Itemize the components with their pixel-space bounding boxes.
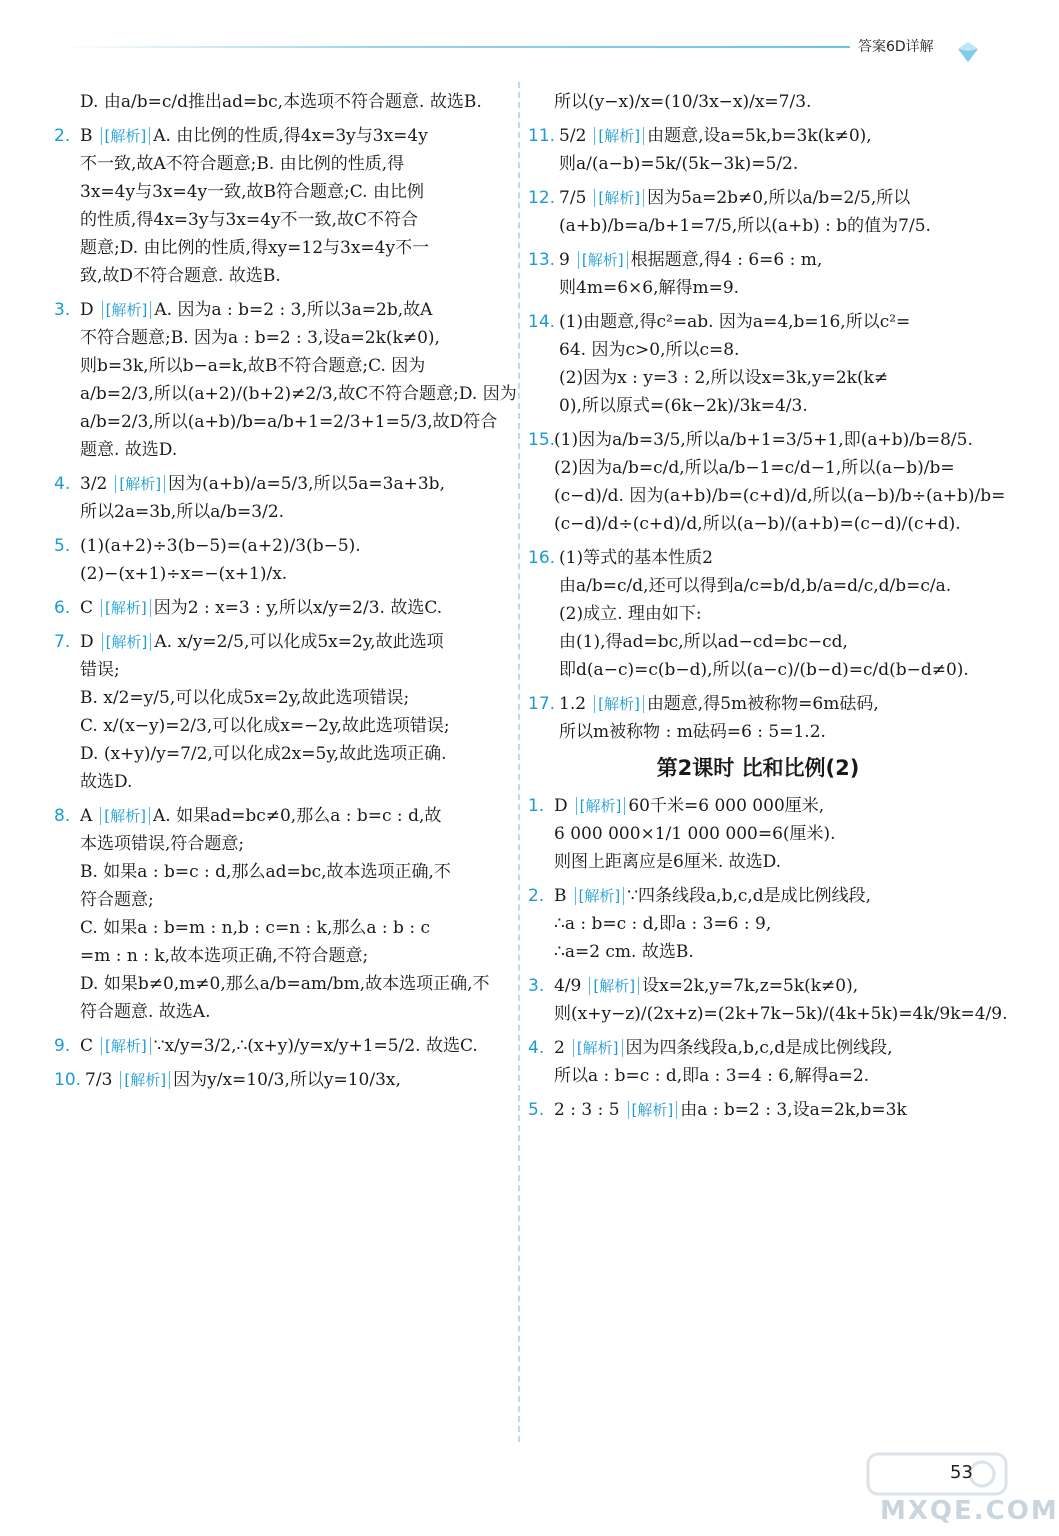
answer-body (80, 532, 510, 588)
answer-item (528, 882, 988, 966)
answer-line: 0),所以原式=(6k−2k)/3k=4/3. (559, 396, 808, 416)
answer-body (554, 972, 1008, 1028)
answer-line: 由a : b=2 : 3,设a=2k,b=3k (680, 1100, 907, 1120)
answer-line: 所以2a=3b,所以a/b=3/2. (80, 502, 285, 522)
answer-line: 64. 因为c>0,所以c=8. (559, 340, 740, 360)
answer-choice: B (80, 126, 93, 146)
answer-line: 6 000 000×1/1 000 000=6(厘米). (554, 824, 836, 844)
answer-line: (2)−(x+1)÷x=−(x+1)/x. (80, 564, 288, 584)
answer-line: (1)(a+2)÷3(b−5)=(a+2)/3(b−5). (80, 536, 361, 556)
answer-line: 3x=4y与3x=4y一致,故B符合题意;C. 由比例 (80, 182, 424, 202)
answer-line: 则a/(a−b)=5k/(5k−3k)=5/2. (559, 154, 799, 174)
answer-body (554, 1034, 988, 1090)
answer-body (80, 470, 510, 526)
answer-item (54, 470, 510, 526)
analysis-tag: [解析] (120, 1071, 170, 1089)
answer-line: 设x=2k,y=7k,z=5k(k≠0), (642, 976, 859, 996)
analysis-tag: [解析] (102, 301, 152, 319)
analysis-tag: [解析] (576, 797, 626, 815)
answer-item (528, 122, 988, 178)
answer-line: 因为四条线段a,b,c,d是成比例线段, (625, 1038, 893, 1058)
answer-item (528, 792, 988, 876)
answer-line: 因为2 : x=3 : y,所以x/y=2/3. 故选C. (153, 598, 443, 618)
analysis-tag: [解析] (628, 1101, 678, 1119)
answer-line: D. 如果b≠0,m≠0,那么a/b=am/bm,故本选项正确,不 (80, 974, 490, 994)
answer-choice: 7/3 (85, 1070, 113, 1090)
answer-item (528, 88, 988, 116)
question-number: 2. (528, 886, 545, 906)
answer-line: (2)成立. 理由如下: (559, 604, 702, 624)
answer-body (554, 426, 1005, 538)
answer-line: D. (x+y)/y=7/2,可以化成2x=5y,故此选项正确. (80, 744, 447, 764)
header-rule (60, 46, 850, 48)
answer-body (80, 122, 510, 290)
answer-line: 因为y/x=10/3,所以y=10/3x, (173, 1070, 401, 1090)
gem-icon (956, 40, 980, 64)
answer-line: D. 由a/b=c/d推出ad=bc,本选项不符合题意. 故选B. (80, 92, 482, 112)
answer-choice: 7/5 (559, 188, 587, 208)
question-number: 14. (528, 312, 556, 332)
answer-choice: 3/2 (80, 474, 108, 494)
answer-item (528, 184, 988, 240)
answer-item (54, 1066, 510, 1094)
answer-line: 由题意,得5m被称物=6m砝码, (646, 694, 879, 714)
answer-choice: 5/2 (559, 126, 587, 146)
answer-line: (1)等式的基本性质2 (559, 548, 713, 568)
answer-line: (1)由题意,得c²=ab. 因为a=4,b=16,所以c²= (559, 312, 911, 332)
question-number: 11. (528, 126, 556, 146)
answer-item (54, 532, 510, 588)
answer-item (528, 1034, 988, 1090)
analysis-tag: [解析] (578, 251, 628, 269)
answer-line: 不一致,故A不符合题意;B. 由比例的性质,得 (80, 154, 405, 174)
column-divider (518, 82, 520, 1442)
answer-line: B. 如果a : b=c : d,那么ad=bc,故本选项正确,不 (80, 862, 451, 882)
question-number: 13. (528, 250, 556, 270)
answer-line: 则(x+y−z)/(2x+z)=(2k+7k−5k)/(4k+5k)=4k/9k=4/9. (554, 1004, 1008, 1024)
answer-line: C. 如果a : b=m : n,b : c=n : k,那么a : b : c (80, 918, 430, 938)
answer-line: 故选D. (80, 772, 133, 792)
answer-body (559, 122, 988, 178)
answer-body (80, 628, 510, 796)
question-number: 15. (528, 430, 556, 450)
analysis-tag: [解析] (594, 127, 644, 145)
page-number: 53 (950, 1462, 973, 1483)
question-number: 2. (54, 126, 71, 146)
question-number: 1. (528, 796, 545, 816)
answer-item (54, 1032, 510, 1060)
question-number: 8. (54, 806, 71, 826)
answer-item (528, 426, 1006, 538)
answer-choice: 2 : 3 : 5 (554, 1100, 620, 1120)
analysis-tag: [解析] (594, 695, 644, 713)
answer-line: ∵x/y=3/2,∴(x+y)/y=x/y+1=5/2. 故选C. (153, 1036, 478, 1056)
answer-body (554, 792, 988, 876)
question-number: 10. (54, 1070, 82, 1090)
answer-line: (a+b)/b=a/b+1=7/5,所以(a+b) : b的值为7/5. (559, 216, 931, 236)
answer-body (80, 296, 517, 464)
answer-body (559, 246, 988, 302)
answer-line: B. x/2=y/5,可以化成5x=2y,故此选项错误; (80, 688, 410, 708)
question-number: 3. (54, 300, 71, 320)
answer-line: ∴a=2 cm. 故选B. (554, 942, 694, 962)
question-number: 5. (54, 536, 71, 556)
answer-body (554, 882, 988, 966)
question-number (54, 88, 76, 116)
answer-choice: D (80, 632, 94, 652)
answer-item (528, 246, 988, 302)
question-number: 4. (54, 474, 71, 494)
answer-line: 错误; (80, 660, 120, 680)
answer-line: (c−d)/d. 因为(a+b)/b=(c+d)/d,所以(a−b)/b÷(a+b)/b= (554, 486, 1006, 506)
answer-choice: D (554, 796, 568, 816)
answer-line: 则4m=6×6,解得m=9. (559, 278, 740, 298)
answer-item (528, 308, 988, 420)
answer-line: =m : n : k,故本选项正确,不符合题意; (80, 946, 369, 966)
left-column (54, 88, 517, 1100)
answer-line: C. x/(x−y)=2/3,可以化成x=−2y,故此选项错误; (80, 716, 450, 736)
lesson-title: 第2课时 比和比例(2) (656, 756, 860, 780)
answer-item (54, 296, 517, 464)
answer-line: 题意;D. 由比例的性质,得xy=12与3x=4y不一 (80, 238, 430, 258)
answer-line: 题意. 故选D. (80, 440, 178, 460)
answer-choice: D (80, 300, 94, 320)
answer-line: (1)因为a/b=3/5,所以a/b+1=3/5+1,即(a+b)/b=8/5. (554, 430, 973, 450)
question-number: 6. (54, 598, 71, 618)
answer-line: 由题意,设a=5k,b=3k(k≠0), (647, 126, 872, 146)
answer-line: 不符合题意;B. 因为a : b=2 : 3,设a=2k(k≠0), (80, 328, 440, 348)
analysis-tag: [解析] (575, 887, 625, 905)
answer-line: 因为5a=2b≠0,所以a/b=2/5,所以 (647, 188, 911, 208)
question-number (528, 88, 550, 116)
answer-choice: C (80, 598, 94, 618)
question-number: 5. (528, 1100, 545, 1120)
answer-line: 本选项错误,符合题意; (80, 834, 245, 854)
answer-body (80, 88, 510, 116)
analysis-tag: [解析] (115, 475, 165, 493)
question-number: 9. (54, 1036, 71, 1056)
answer-item (54, 628, 510, 796)
answer-body (80, 594, 510, 622)
question-number: 7. (54, 632, 71, 652)
question-number: 12. (528, 188, 556, 208)
answer-choice: 9 (559, 250, 570, 270)
answer-item (528, 972, 1008, 1028)
answer-line: 所以m被称物 : m砝码=6 : 5=1.2. (559, 722, 826, 742)
answer-item (54, 802, 510, 1026)
answer-item (54, 88, 510, 116)
answer-line: 的性质,得4x=3y与3x=4y不一致,故C不符合 (80, 210, 418, 230)
answer-choice: 4/9 (554, 976, 582, 996)
answer-line: (2)因为x : y=3 : 2,所以设x=3k,y=2k(k≠ (559, 368, 889, 388)
answer-line: ∵四条线段a,b,c,d是成比例线段, (627, 886, 872, 906)
answer-line: (2)因为a/b=c/d,所以a/b−1=c/d−1,所以(a−b)/b= (554, 458, 955, 478)
analysis-tag: [解析] (102, 633, 152, 651)
answer-body (559, 690, 988, 746)
answer-line: 所以a : b=c : d,即a : 3=4 : 6,解得a=2. (554, 1066, 870, 1086)
answer-line: (c−d)/d÷(c+d)/d,所以(a−b)/(a+b)=(c−d)/(c+d). (554, 514, 961, 534)
answer-line: 由a/b=c/d,还可以得到a/c=b/d,b/a=d/c,d/b=c/a. (559, 576, 952, 596)
answer-choice: 1.2 (559, 694, 587, 714)
answer-item (54, 122, 510, 290)
answer-body (559, 544, 988, 684)
answer-body (85, 1066, 510, 1094)
answer-line: 即d(a−c)=c(b−d),所以(a−c)/(b−d)=c/d(b−d≠0). (559, 660, 969, 680)
answer-line: ∴a : b=c : d,即a : 3=6 : 9, (554, 914, 772, 934)
header-label: 答案6D详解 (858, 39, 934, 55)
answer-line: A. x/y=2/5,可以化成5x=2y,故此选项 (154, 632, 444, 652)
question-number: 3. (528, 976, 545, 996)
answer-line: 则图上距离应是6厘米. 故选D. (554, 852, 782, 872)
answer-body (559, 184, 988, 240)
analysis-tag: [解析] (100, 807, 150, 825)
answer-item (528, 544, 988, 684)
answer-line: A. 由比例的性质,得4x=3y与3x=4y (153, 126, 428, 146)
answer-item (528, 690, 988, 746)
analysis-tag: [解析] (101, 599, 151, 617)
answer-line: 符合题意; (80, 890, 154, 910)
answer-body (80, 1032, 510, 1060)
answer-line: A. 如果ad=bc≠0,那么a : b=c : d,故 (153, 806, 442, 826)
answer-choice: 2 (554, 1038, 565, 1058)
analysis-tag: [解析] (101, 127, 151, 145)
answer-line: 由(1),得ad=bc,所以ad−cd=bc−cd, (559, 632, 848, 652)
question-number: 16. (528, 548, 556, 568)
answer-body (559, 308, 988, 420)
answer-line: a/b=2/3,所以(a+2)/(b+2)≠2/3,故C不符合题意;D. 因为 (80, 384, 517, 404)
analysis-tag: [解析] (101, 1037, 151, 1055)
answer-line: 根据题意,得4 : 6=6 : m, (630, 250, 823, 270)
analysis-tag: [解析] (594, 189, 644, 207)
answer-choice: A (80, 806, 93, 826)
answer-body (554, 88, 988, 116)
answer-line: 60千米=6 000 000厘米, (628, 796, 825, 816)
answer-choice: C (80, 1036, 94, 1056)
answer-line: 符合题意. 故选A. (80, 1002, 211, 1022)
question-number: 17. (528, 694, 556, 714)
analysis-tag: [解析] (589, 977, 639, 995)
answer-line: a/b=2/3,所以(a+b)/b=a/b+1=2/3+1=5/3,故D符合 (80, 412, 498, 432)
answer-body (554, 1096, 988, 1124)
answer-body (80, 802, 510, 1026)
answer-choice: B (554, 886, 567, 906)
answer-line: A. 因为a : b=2 : 3,所以3a=2b,故A (154, 300, 433, 320)
answer-item (54, 594, 510, 622)
answer-line: 致,故D不符合题意. 故选B. (80, 266, 281, 286)
answer-line: 所以(y−x)/x=(10/3x−x)/x=7/3. (554, 92, 812, 112)
watermark-text: MXQE.COM (880, 1496, 1059, 1526)
answer-item (528, 1096, 988, 1124)
question-number: 4. (528, 1038, 545, 1058)
analysis-tag: [解析] (573, 1039, 623, 1057)
answer-line: 因为(a+b)/a=5/3,所以5a=3a+3b, (168, 474, 445, 494)
right-column (528, 88, 1008, 1130)
answer-line: 则b=3k,所以b−a=k,故B不符合题意;C. 因为 (80, 356, 426, 376)
